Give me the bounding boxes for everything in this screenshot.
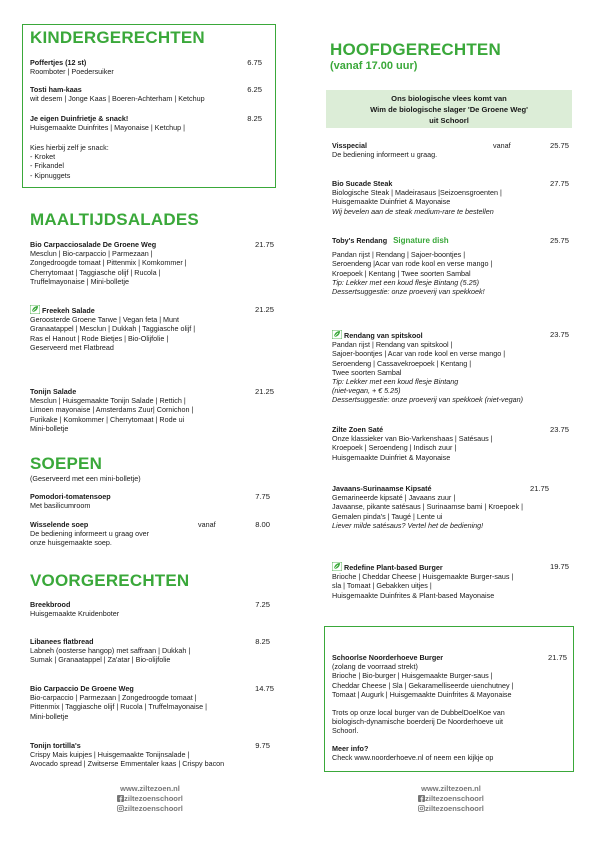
menu-item: Bio Carpaccio De Groene Weg 14.75 Bio-carpaccio | Parmezaan | Zongedroogde tomaat | Pittenmix | Taggiasche olijf | Rucola | Truffelmayonaise | Mini-bolletje <box>30 684 274 721</box>
section-title-soepen: SOEPEN <box>30 454 103 473</box>
menu-item: Freekeh Salade 21.25 Geroosterde Groene Tarwe | Vegan feta | Munt Granaatappel | Mesclun | Dukkah | Taggiasche olijf | Ras el Hanout | Rode Bietjes | Bio-Olijfolie | Geserveerd met Flatbread <box>30 305 274 352</box>
menu-item: Javaans-Surinaamse Kipsaté 21.75 Gemarineerde kipsaté | Javaans zuur | Javaanse, pikante satésaus | Surinaamse bami | Kroepoek | Gemalen pinda's | Taugé | Lente ui Liever milde satésaus? Vertel het de bediening! <box>332 484 549 530</box>
menu-item: Rendang van spitskool 23.75 Pandan rijst | Rendang van spitskool | Sajoer-boontjes | Acar van rode kool en verse mango | Seroendeng | Cassavekroepoek | Kentang | Twee soorten Sambal Tip: Lekker met een koud flesje Bintang (niet-vegan, + € 5.25) Dessertsuggestie: onze proeverij van spekkoek (niet-vegan) <box>332 330 569 405</box>
section-title-maaltijdsalades: MAALTIJDSALADES <box>30 210 199 229</box>
leaf-icon <box>30 305 40 314</box>
soup-subtitle: (Geserveerd met een mini-bolletje) <box>30 474 141 483</box>
vanaf-label: vanaf <box>493 141 511 150</box>
footer-left <box>90 784 210 814</box>
more-info-link[interactable]: Check www.noorderhoeve.nl of neem een kijkje op <box>332 752 494 762</box>
menu-item: Wisselende soep 8.00 De bediening informeert u graag over onze huisgemaakte soep. <box>30 520 270 548</box>
menu-item: Visspecial 25.75 De bediening informeert u graag. <box>332 141 569 160</box>
website-link[interactable]: www.ziltezoen.nl <box>421 784 481 793</box>
section-title-voorgerechten: VOORGERECHTEN <box>30 571 190 590</box>
menu-item: Tonijn Salade 21.25 Mesclun | Huisgemaakte Tonijn Salade | Rettich | Limoen mayonaise | Amsterdams Zuur| Cornichon | Furikake | Komkommer | Cherrytomaat | Rode ui Mini-bolletje <box>30 387 274 433</box>
menu-item: Libanees flatbread 8.25 Labneh (oosterse hangop) met saffraan | Dukkah | Sumak | Granaatappel | Za'atar | Bio-olijfolie <box>30 637 270 665</box>
menu-item: Tosti ham-kaas 6.25 wit desem | Jonge Kaas | Boeren-Achterham | Ketchup <box>30 85 262 104</box>
section-title-hoofdgerechten: HOOFDGERECHTEN <box>330 40 501 59</box>
organic-meat-notice: Ons biologische vlees komt van Wim de biologische slager 'De Groene Weg' uit Schoorl <box>326 90 572 128</box>
menu-item: Tonijn tortilla's 9.75 Crispy Mais kuipjes | Huisgemaakte Tonijnsalade | Avocado spread | Zwitserse Emmentaler kaas | Crispy bacon <box>30 741 270 769</box>
menu-item: Toby's Rendang Signature dish 25.75 Pandan rijst | Rendang | Sajoer-boontjes | Seroendeng |Acar van rode kool en verse mango | Kroepoek | Kentang | Twee soorten Sambal Tip: Lekker met een koud flesje Bintang (5.25) Dessertsuggestie: onze proeverij van spekkoek! <box>332 236 569 297</box>
facebook-handle[interactable]: ziltezoenschoorl <box>90 794 210 804</box>
menu-item: Schoorlse Noorderhoeve Burger 21.75 (zolang de voorraad strekt) Brioche | Bio-burger | Huisgemaakte Burger-saus | Cheddar Cheese | Sla | Gekaramelliseerde uienchutney | Tomaat | Augurk | Huisgemaakte Duinfrites & Mayonaise Trots op onze local burger van de DubbelDoelKoe van biologisch-dynamische boerderij De Noorderhoeve uit Schoorl. Meer info? Check www.noorderhoeve.nl of neem een kijkje op <box>332 653 567 762</box>
menu-item: Bio Carpacciosalade De Groene Weg 21.75 Mesclun | Bio-carpaccio | Parmezaan | Zongedroogde tomaat | Pittenmix | Komkommer | Cherrytomaat | Taggiasche olijf | Rucola | Truffelmayonaise | Mini-bolletje <box>30 240 274 286</box>
menu-item: Bio Sucade Steak 27.75 Biologische Steak | Madeirasaus |Seizoensgroenten | Huisgemaakte Duinfriet & Mayonaise Wij bevelen aan de steak medium-rare te bestellen <box>332 179 569 216</box>
website-link[interactable]: www.ziltezoen.nl <box>120 784 180 793</box>
facebook-handle[interactable]: ziltezoenschoorl <box>391 794 511 804</box>
menu-item: Redefine Plant-based Burger 19.75 Brioche | Cheddar Cheese | Huisgemaakte Burger-saus | sla | Tomaat | Gebakken uitjes | Huisgemaakte Duinfrites & Plant-based Mayonaise <box>332 562 569 600</box>
leaf-icon <box>332 330 342 339</box>
snack-choice: Kies hierbij zelf je snack: - Kroket - Frikandel - Kipnuggets <box>30 143 109 180</box>
instagram-handle[interactable]: ziltezoenschoorl <box>90 804 210 814</box>
vanaf-label: vanaf <box>198 520 216 529</box>
menu-item: Zilte Zoen Saté 23.75 Onze klassieker van Bio-Varkenshaas | Satésaus | Kroepoek | Seroendeng | Indisch zuur | Huisgemaakte Duinfriet & Mayonaise <box>332 425 569 462</box>
instagram-handle[interactable]: ziltezoenschoorl <box>391 804 511 814</box>
menu-item: Poffertjes (12 st) 6.75 Roomboter | Poedersuiker <box>30 58 262 77</box>
hoofd-subtitle: (vanaf 17.00 uur) <box>330 60 418 72</box>
signature-badge: Signature dish <box>393 236 449 245</box>
leaf-icon <box>332 562 342 571</box>
menu-item: Pomodori-tomatensoep 7.75 Met basilicumroom <box>30 492 270 511</box>
footer-right <box>391 784 511 814</box>
section-title-kindergerechten: KINDERGERECHTEN <box>30 28 205 47</box>
menu-item: Je eigen Duinfrietje & snack! 8.25 Huisgemaakte Duinfrites | Mayonaise | Ketchup | <box>30 114 262 133</box>
menu-item: Breekbrood 7.25 Huisgemaakte Kruidenboter <box>30 600 270 619</box>
